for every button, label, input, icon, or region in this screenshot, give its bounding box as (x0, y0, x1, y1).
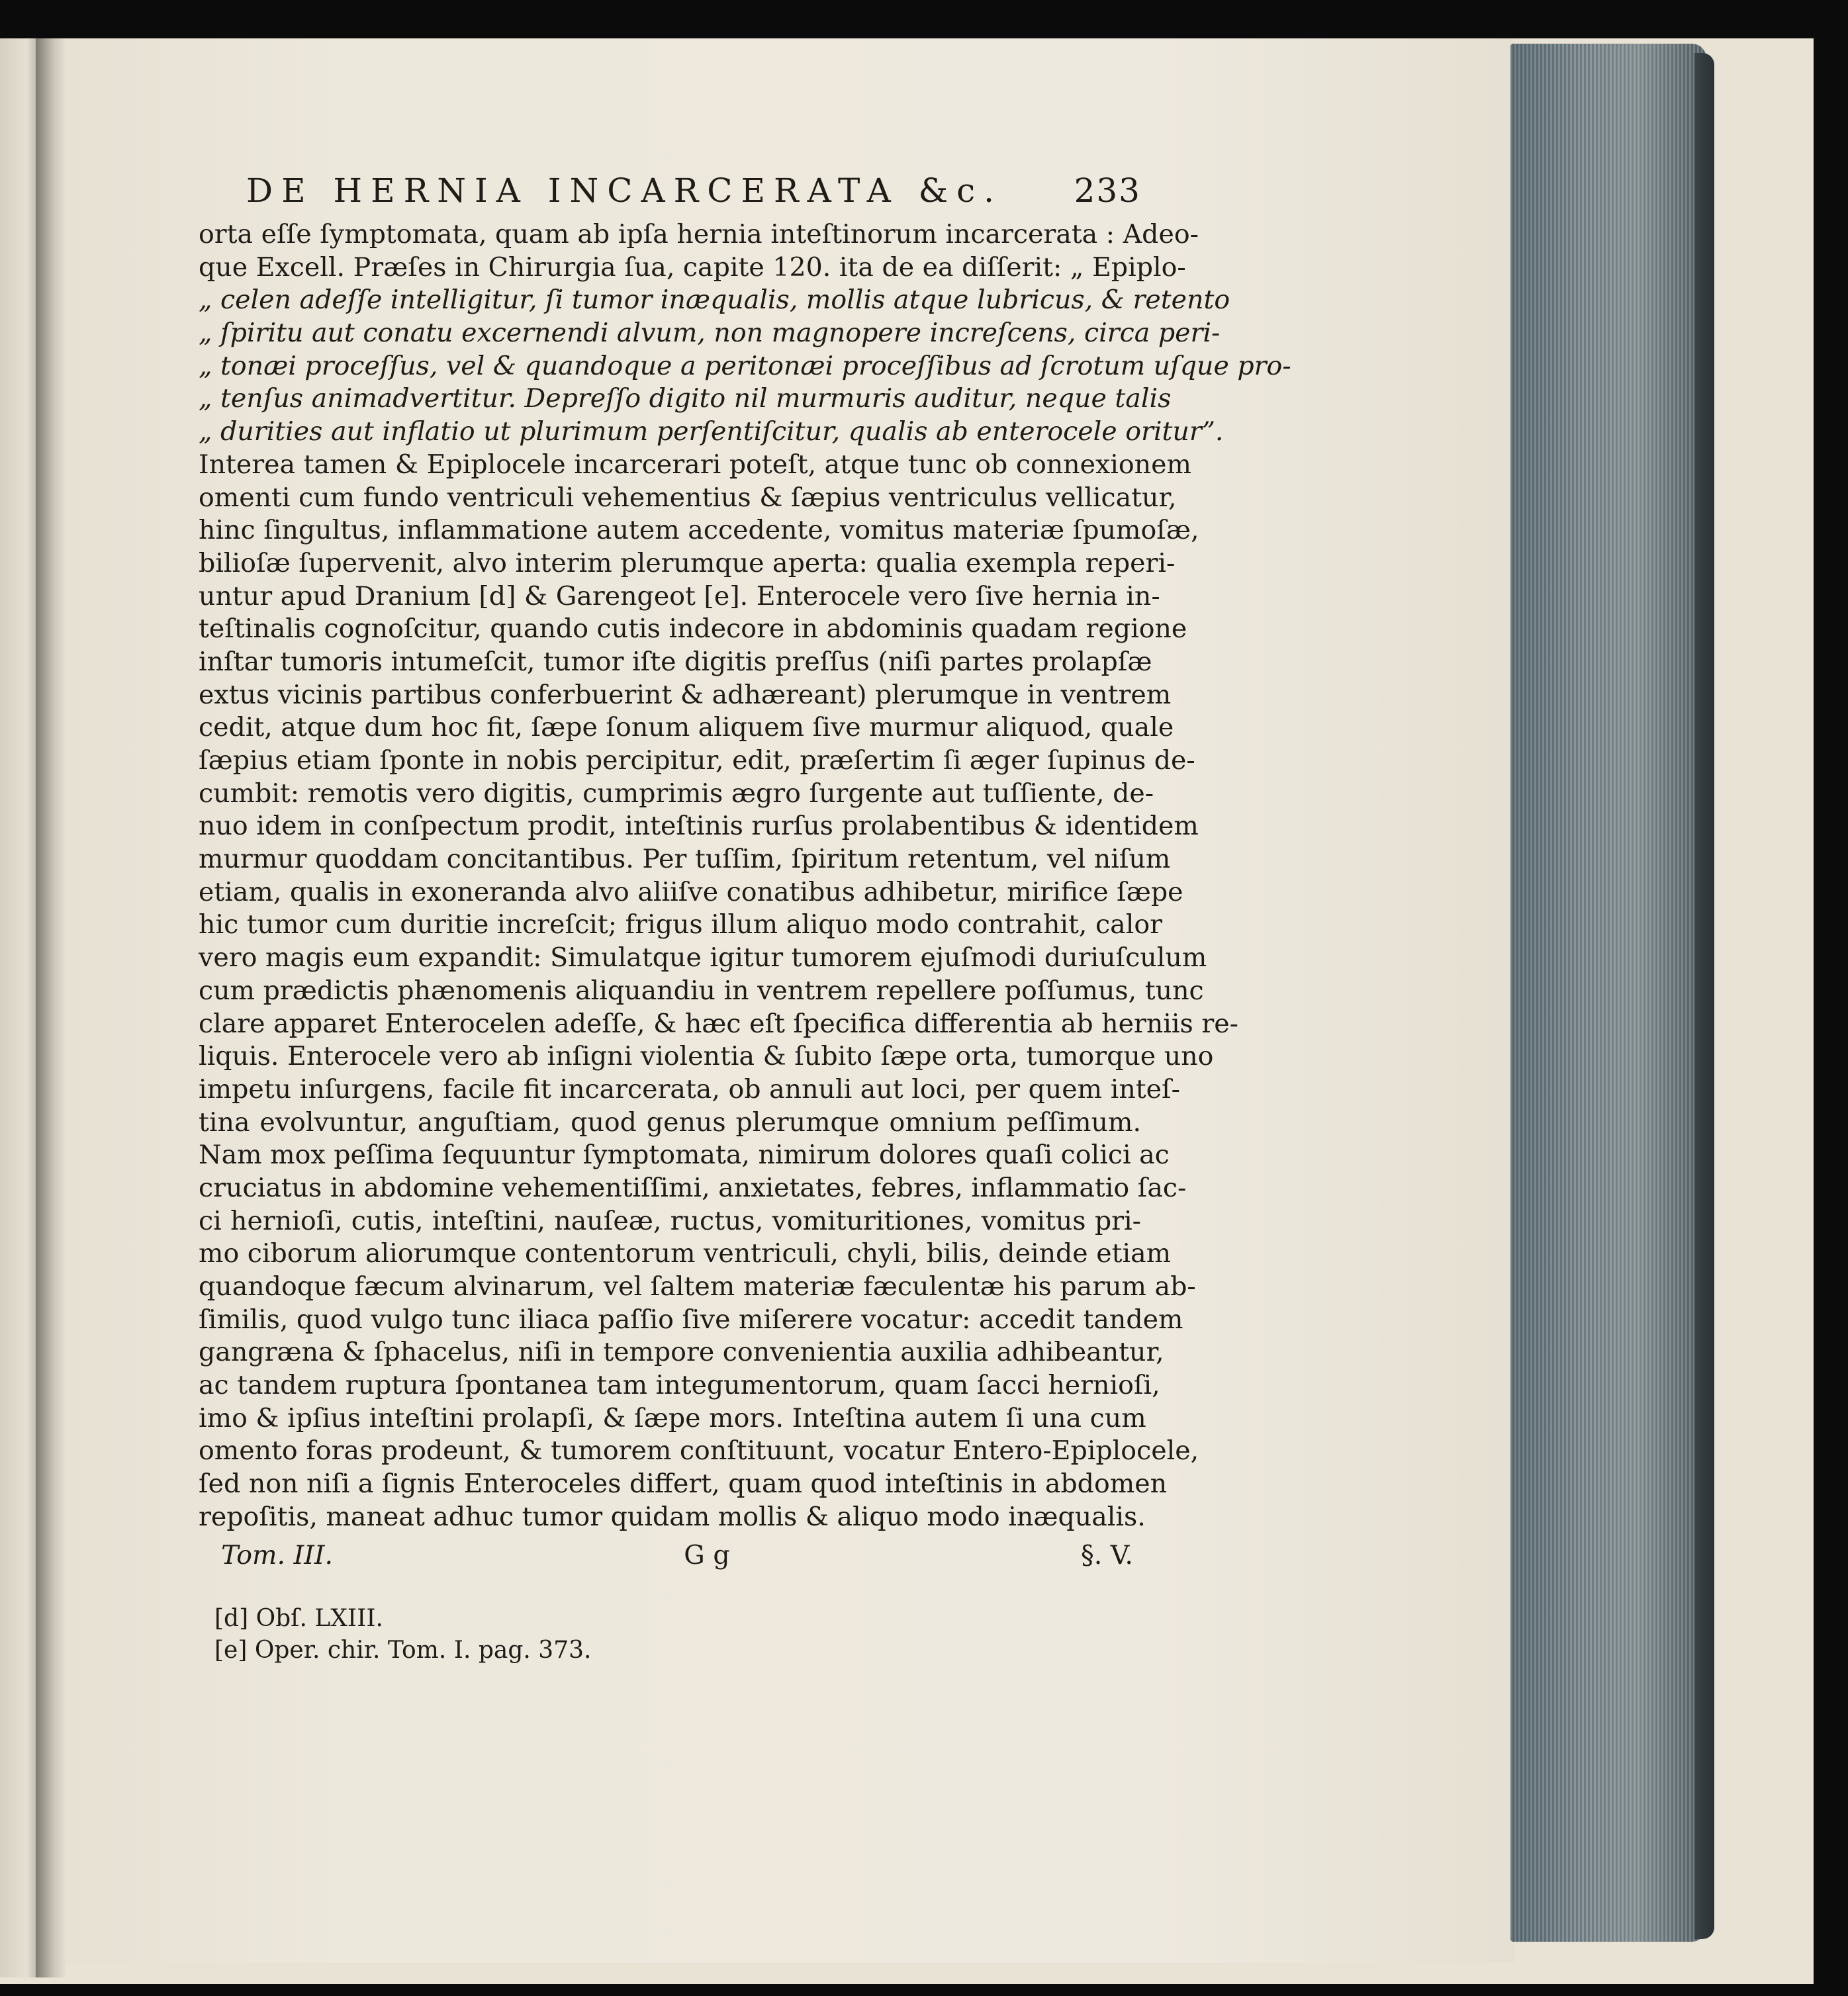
body-line: imo & ipſius inteſtini prolapſi, & ſæpe mors. Inteſtina autem ſi una cum (199, 1402, 1146, 1433)
catchword: §. V. (1080, 1539, 1133, 1570)
body-line: hinc ſingultus, inflammatione autem accedente, vomitus materiæ ſpumoſæ, (199, 515, 1199, 546)
body-line: ac tandem ruptura ſpontanea tam integumentorum, quam ſacci hernioſi, (199, 1370, 1160, 1401)
body-line: etiam, qualis in exoneranda alvo aliiſve conatibus adhibetur, mirifice ſæpe (199, 876, 1183, 907)
body-line: repoſitis, maneat adhuc tumor quidam mollis & aliquo modo inæqualis. (199, 1501, 1146, 1532)
body-line: vero magis eum expandit: Simulatque igitur tumorem ejuſmodi duriuſculum (199, 942, 1207, 974)
running-head (199, 163, 1141, 218)
body-line: cum prædictis phænomenis aliquandiu in ventrem repellere poſſumus, tunc (199, 975, 1204, 1006)
body-line: liquis. Enterocele vero ab inſigni violentia & ſubito ſæpe orta, tumorque uno (199, 1041, 1214, 1072)
body-line: „ celen adeſſe intelligitur, ſi tumor inæqualis, mollis atque lubricus, & retento (199, 285, 1230, 316)
body-line: gangræna & ſphacelus, niſi in tempore convenientia auxilia adhibeantur, (199, 1337, 1164, 1368)
page-block-edges (1510, 44, 1706, 1942)
volume-mark: Tom. III. (221, 1539, 333, 1570)
body-line: mo ciborum aliorumque contentorum ventriculi, chyli, bilis, deinde etiam (199, 1238, 1172, 1269)
body-line: ſæpius etiam ſponte in nobis percipitur, edit, præſertim ſi æger ſupinus de- (199, 745, 1195, 776)
body-line: omento foras prodeunt, & tumorem conſtituunt, vocatur Entero-Epiplocele, (199, 1435, 1199, 1467)
body-line: teſtinalis cognoſcitur, quando cutis indecore in abdominis quadam regione (199, 613, 1187, 645)
body-line: Interea tamen & Epiplocele incarcerari poteſt, atque tunc ob connexionem (199, 449, 1191, 480)
printed-text-block (199, 163, 1291, 1666)
body-line: cedit, atque dum hoc fit, ſæpe ſonum aliquem ſive murmur aliquod, quale (199, 712, 1174, 743)
body-line: ſed non niſi a ſignis Enteroceles differt, quam quod inteſtinis in abdomen (199, 1469, 1168, 1500)
book-gutter (36, 38, 68, 1977)
body-line: extus vicinis partibus conferbuerint & adhæreant) plerumque in ventrem (199, 679, 1172, 710)
body-line: inſtar tumoris intumeſcit, tumor iſte digitis preſſus (niſi partes prolapſæ (199, 646, 1152, 677)
running-head-title: DE HERNIA INCARCERATA &c. (246, 171, 1003, 210)
body-text (199, 218, 1291, 1534)
footnote-e: [e] Oper. chir. Tom. I. pag. 373. (214, 1636, 592, 1664)
body-line: „ durities aut inflatio ut plurimum perſentiſcitur, qualis ab enterocele oritur”. (199, 416, 1224, 447)
signature-mark: G g (684, 1539, 730, 1570)
body-line: „ tenſus animadvertitur. Depreſſo digito nil murmuris auditur, neque talis (199, 383, 1172, 414)
page-number: 233 (1074, 171, 1141, 210)
body-line: „ tonæi proceſſus, vel & quandoque a peritonæi proceſſibus ad ſcrotum uſque pro- (199, 350, 1291, 381)
body-line: que Excell. Præſes in Chirurgia ſua, capite 120. ita de ea diſſerit: „ Epiplo- (199, 251, 1186, 283)
body-line: nuo idem in conſpectum prodit, inteſtinis rurſus prolabentibus & identidem (199, 811, 1199, 842)
body-line: „ ſpiritu aut conatu excernendi alvum, non magnopere increſcens, circa peri- (199, 318, 1221, 349)
body-line: clare apparet Enterocelen adeſſe, & hæc eſt ſpecifica differentia ab herniis re- (199, 1008, 1238, 1039)
signature-line (199, 1534, 1141, 1576)
body-line: quandoque fæcum alvinarum, vel ſaltem materiæ fæculentæ his parum ab- (199, 1271, 1196, 1302)
footnotes (199, 1603, 1141, 1666)
body-line: Nam mox peſſima ſequuntur ſymptomata, nimirum dolores quaſi colici ac (199, 1140, 1170, 1171)
cover-board-edge (1694, 53, 1714, 1939)
body-line: ci hernioſi, cutis, inteſtini, nauſeæ, ructus, vomituritiones, vomitus pri- (199, 1205, 1141, 1236)
footnote-d: [d] Obſ. LXIII. (214, 1604, 383, 1632)
body-line: untur apud Dranium [d] & Garengeot [e]. Enterocele vero ſive hernia in- (199, 580, 1160, 612)
body-line: omenti cum fundo ventriculi vehementius & ſæpius ventriculus vellicatur, (199, 482, 1177, 513)
left-page-edge (0, 38, 38, 1977)
body-line: murmur quoddam concitantibus. Per tuſſim, ſpiritum retentum, vel niſum (199, 844, 1171, 875)
body-line: bilioſæ ſupervenit, alvo interim plerumque aperta: qualia exempla reperi- (199, 547, 1176, 578)
body-line: cumbit: remotis vero digitis, cumprimis ægro ſurgente aut tuſſiente, de- (199, 778, 1154, 809)
body-line: hic tumor cum duritie increſcit; frigus illum aliquo modo contrahit, calor (199, 909, 1163, 940)
body-line: cruciatus in abdomine vehementiſſimi, anxietates, febres, inflammatio ſac- (199, 1172, 1187, 1203)
body-line: tina evolvuntur, anguſtiam, quod genus plerumque omnium peſſimum. (199, 1107, 1141, 1138)
body-line: impetu inſurgens, facile fit incarcerata, ob annuli aut loci, per quem inteſ- (199, 1073, 1180, 1105)
body-line: ſimilis, quod vulgo tunc iliaca paſſio ſive miſerere vocatur: accedit tandem (199, 1304, 1183, 1335)
body-line: orta eſſe ſymptomata, quam ab ipſa hernia inteſtinorum incarcerata : Adeo- (199, 219, 1199, 250)
